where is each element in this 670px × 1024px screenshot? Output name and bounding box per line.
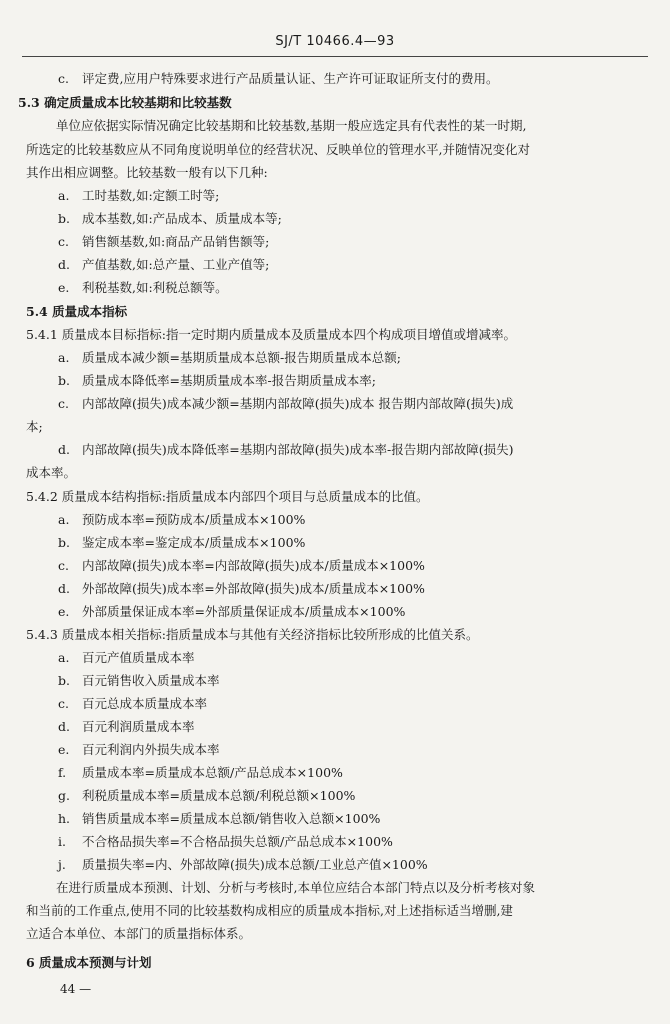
section-heading: 5.4 质量成本指标	[26, 304, 128, 319]
list-item: d. 内部故障(损失)成本降低率=基期内部故障(损失)成本率-报告期内部故障(损失)	[58, 442, 514, 457]
text-line: 和当前的工作重点,使用不同的比较基数构成相应的质量成本指标,对上述指标适当增删,建	[26, 903, 513, 918]
subsection-heading: 5.4.1 质量成本目标指标:指一定时期内质量成本及质量成本四个构成项目增值或增减率。	[26, 327, 516, 342]
list-item: b. 鉴定成本率=鉴定成本/质量成本×100%	[58, 535, 306, 550]
text-line: 成本率。	[26, 465, 77, 480]
list-item: b. 质量成本降低率=基期质量成本率-报告期质量成本率;	[58, 373, 376, 388]
list-item: b. 成本基数,如:产品成本、质量成本等;	[58, 211, 282, 226]
list-item: f. 质量成本率=质量成本总额/产品总成本×100%	[58, 765, 343, 780]
list-item: d. 外部故障(损失)成本率=外部故障(损失)成本/质量成本×100%	[58, 581, 425, 596]
header-rule	[22, 56, 648, 57]
list-item: a. 预防成本率=预防成本/质量成本×100%	[58, 512, 306, 527]
list-item: b. 百元销售收入质量成本率	[58, 673, 220, 688]
text-line: c. 评定费,应用户特殊要求进行产品质量认证、生产许可证取证所支付的费用。	[58, 71, 499, 86]
list-item: i. 不合格品损失率=不合格品损失总额/产品总成本×100%	[58, 834, 393, 849]
list-item: c. 内部故障(损失)成本减少额=基期内部故障(损失)成本 报告期内部故障(损失)成	[58, 396, 514, 411]
list-item: a. 工时基数,如:定额工时等;	[58, 188, 220, 203]
list-item: g. 利税质量成本率=质量成本总额/利税总额×100%	[58, 788, 356, 803]
list-item: a. 百元产值质量成本率	[58, 650, 195, 665]
list-item: j. 质量损失率=内、外部故障(损失)成本总额/工业总产值×100%	[58, 857, 428, 872]
section-heading: 5.3 确定质量成本比较基期和比较基数	[18, 95, 232, 110]
section-heading: 6 质量成本预测与计划	[26, 955, 152, 970]
list-item: d. 产值基数,如:总产量、工业产值等;	[58, 257, 270, 272]
text-line: 单位应依据实际情况确定比较基期和比较基数,基期一般应选定具有代表性的某一时期,	[56, 118, 527, 133]
text-line: 本;	[26, 419, 43, 434]
page-header: SJ/T 10466.4—93	[275, 34, 395, 49]
list-item: h. 销售质量成本率=质量成本总额/销售收入总额×100%	[58, 811, 381, 826]
list-item: c. 销售额基数,如:商品产品销售额等;	[58, 234, 270, 249]
text-line: 在进行质量成本预测、计划、分析与考核时,本单位应结合本部门特点以及分析考核对象	[56, 880, 535, 895]
list-item: e. 外部质量保证成本率=外部质量保证成本/质量成本×100%	[58, 604, 406, 619]
list-item: e. 利税基数,如:利税总额等。	[58, 280, 228, 295]
text-line: 其作出相应调整。比较基数一般有以下几种:	[26, 165, 268, 180]
subsection-heading: 5.4.2 质量成本结构指标:指质量成本内部四个项目与总质量成本的比值。	[26, 489, 429, 504]
page-number: 44 —	[60, 982, 92, 996]
text-line: 立适合本单位、本部门的质量指标体系。	[26, 926, 252, 941]
subsection-heading: 5.4.3 质量成本相关指标:指质量成本与其他有关经济指标比较所形成的比值关系。	[26, 627, 479, 642]
list-item: d. 百元利润质量成本率	[58, 719, 195, 734]
list-item: e. 百元利润内外损失成本率	[58, 742, 220, 757]
list-item: a. 质量成本减少额=基期质量成本总额-报告期质量成本总额;	[58, 350, 401, 365]
list-item: c. 内部故障(损失)成本率=内部故障(损失)成本/质量成本×100%	[58, 558, 425, 573]
list-item: c. 百元总成本质量成本率	[58, 696, 208, 711]
text-line: 所选定的比较基数应从不同角度说明单位的经营状况、反映单位的管理水平,并随情况变化对	[26, 142, 530, 157]
